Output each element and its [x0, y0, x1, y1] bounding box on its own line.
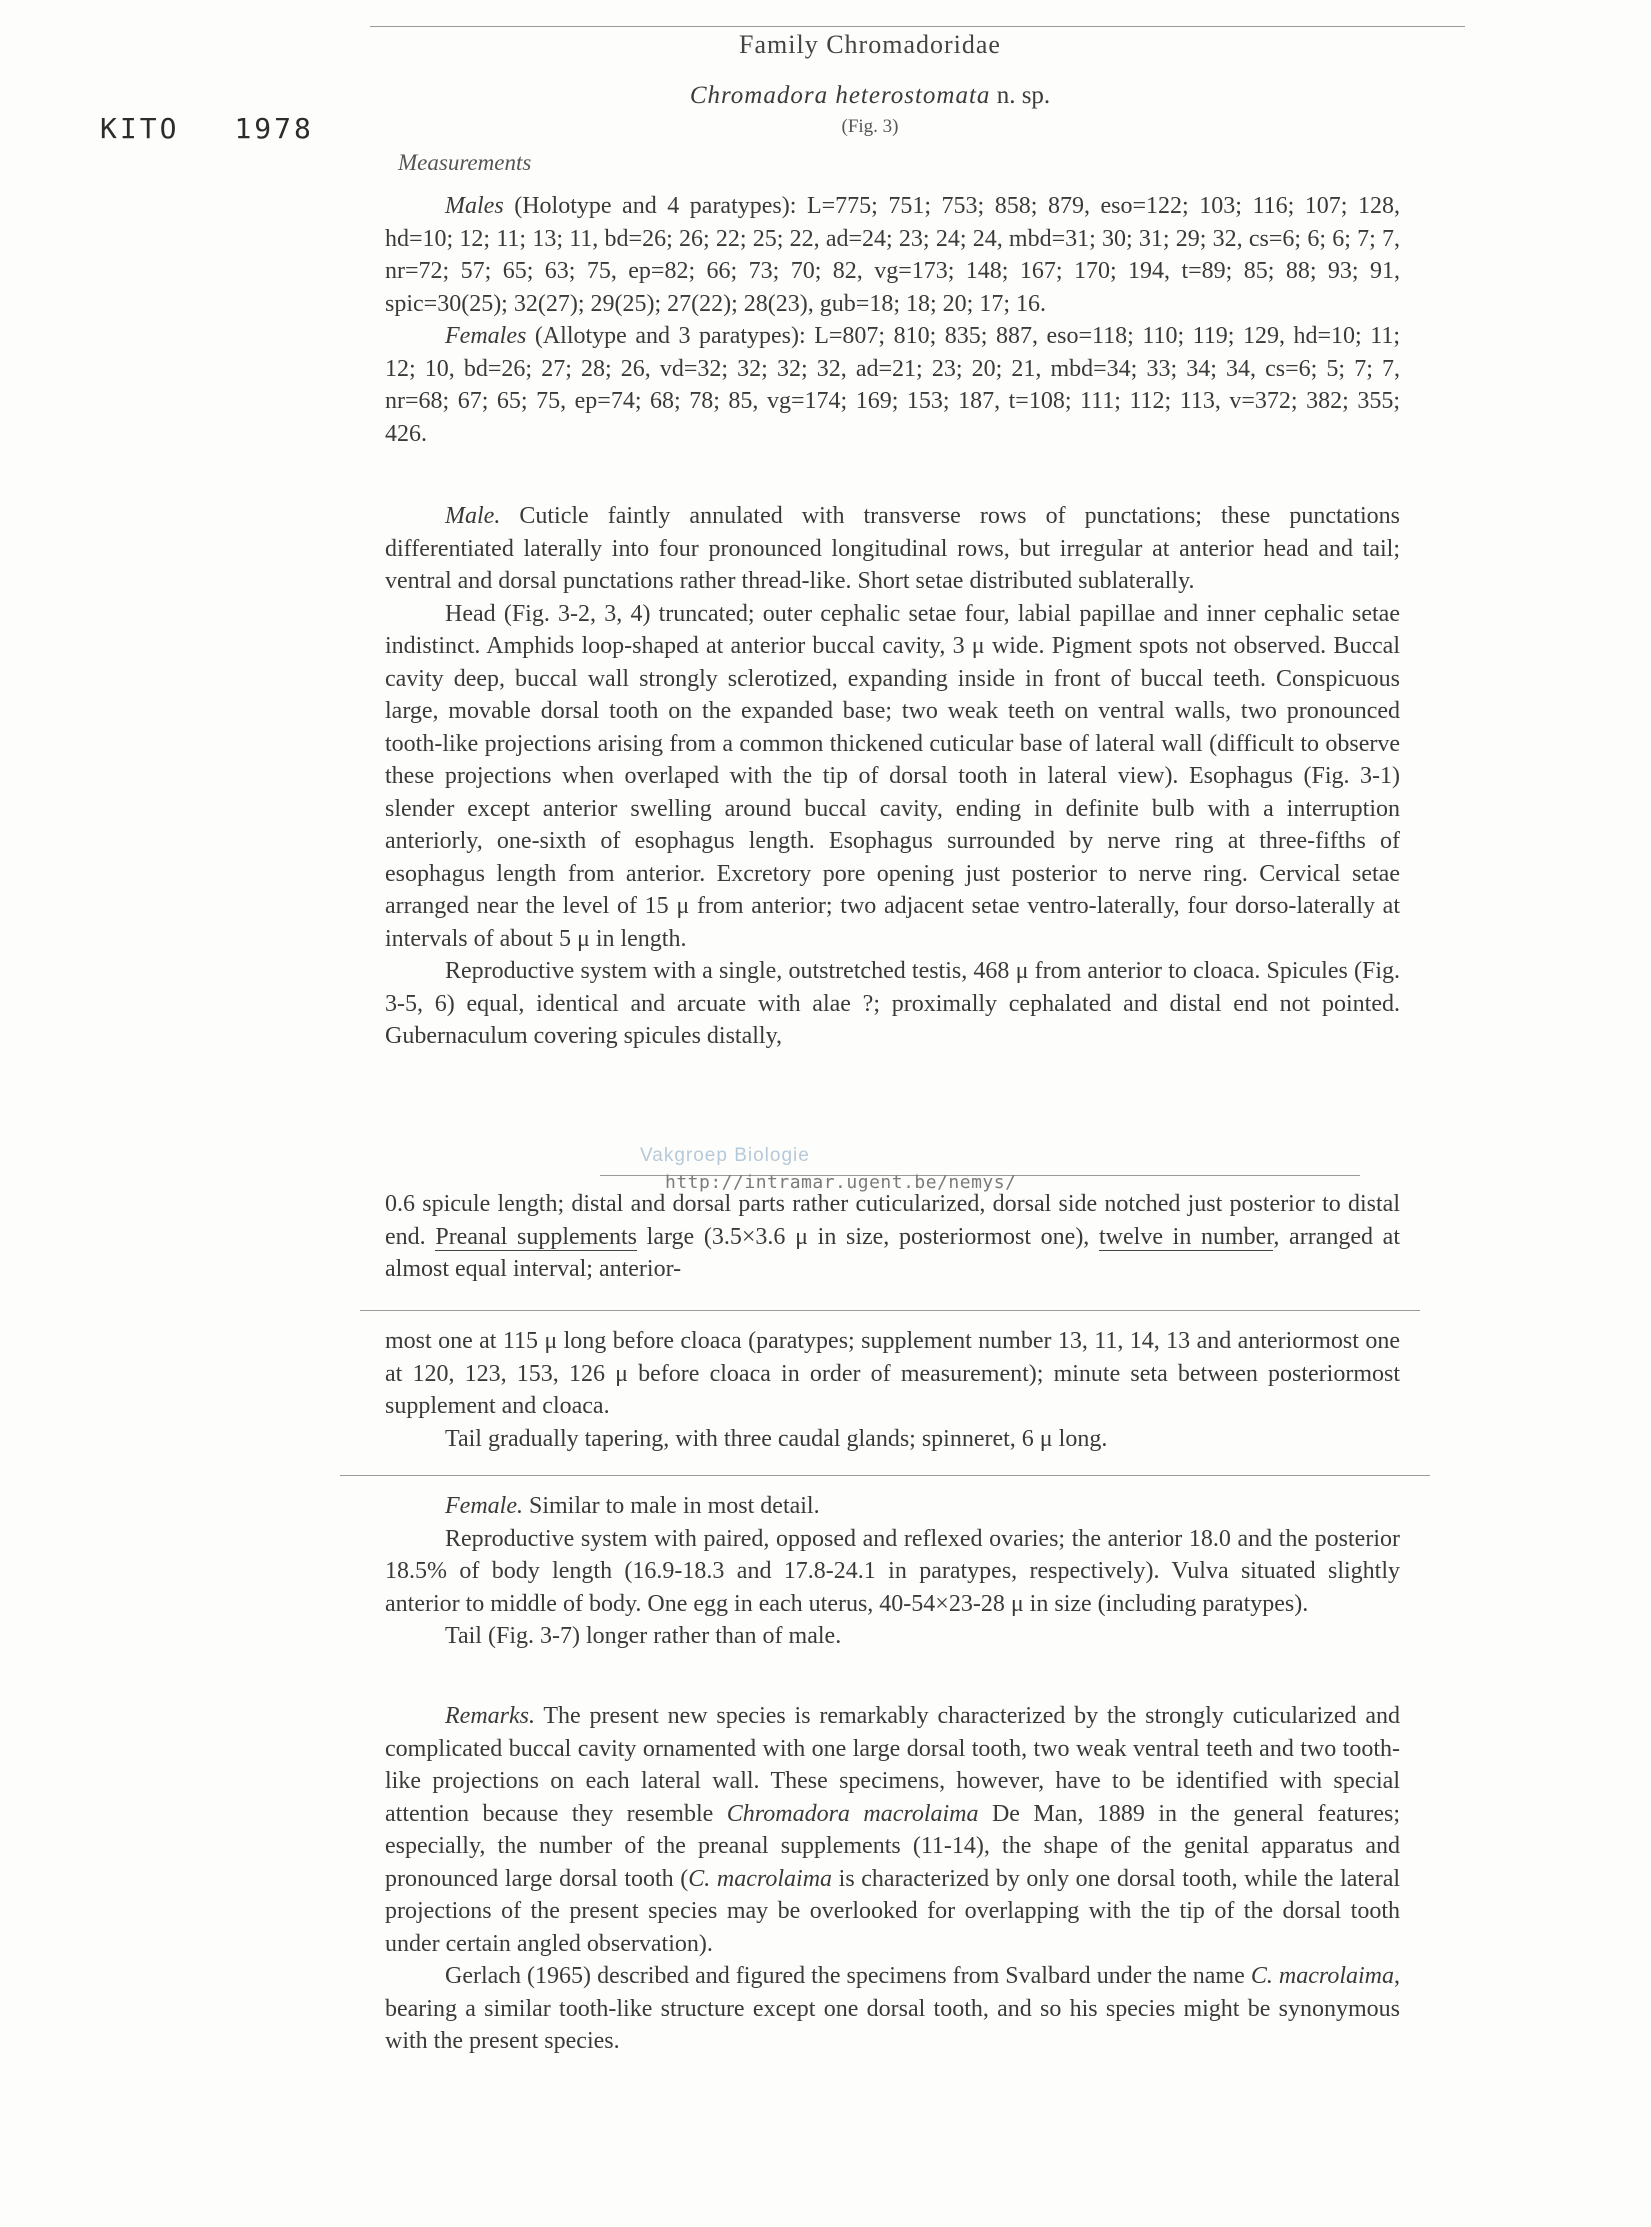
male-paragraph-3: Reproductive system with a single, outstretched testis, 468 μ from anterior to cloaca. Spicules (Fig. 3-5, 6) equal, identical and arcuate with alae ?; proximally cephalated and distal end not pointed. Gubernaculum covering spicules distally,: [385, 958, 1400, 1049]
male-description-continued: [385, 1188, 1400, 1286]
underlined-twelve: twelve in number: [1099, 1223, 1274, 1250]
remarks-paragraph-2: Gerlach (1965) described and figured the specimens from Svalbard under the name C. macrolaima, bearing a similar tooth-like structure except one dorsal tooth, and so his species might be synonymous with the present species.: [385, 1963, 1401, 2054]
family-heading: Family Chromadoridae: [739, 30, 1001, 59]
separator-rule-3: [340, 1475, 1430, 1476]
species-suffix: n. sp.: [990, 82, 1051, 109]
female-paragraph-3: Tail (Fig. 3-7) longer rather than of male.: [445, 1623, 842, 1649]
male-description-continued-2: [385, 1325, 1400, 1455]
separator-rule-2: [360, 1310, 1420, 1311]
male-paragraph-6: Tail gradually tapering, with three caudal glands; spinneret, 6 μ long.: [445, 1425, 1108, 1452]
male-paragraph-2: Head (Fig. 3-2, 3, 4) truncated; outer cephalic setae four, labial papillae and inner cephalic setae indistinct. Amphids loop-shaped at anterior buccal cavity, 3 μ wide. Pigment spots not observed. Buccal cavity deep, buccal wall strongly sclerotized, expanding inside in front of buccal teeth. Conspicuous large, movable dorsal tooth on the expanded base; two weak teeth on ventral walls, two pronounced tooth-like projections arising from a common thickened cuticular base of lateral wall (difficult to observe these projections when overlaped with the tip of dorsal tooth in lateral view). Esophagus (Fig. 3-1) slender except anterior swelling around buccal cavity, ending in definite bulb with a interruption anteriorly, one-sixth of esophagus length. Esophagus surrounded by nerve ring at three-fifths of esophagus length from anterior. Excretory pore opening just posterior to nerve ring. Cervical setae arranged near the level of 15 μ from anterior; two adjacent setae ventro-laterally, four dorso-laterally at intervals of about 5 μ in length.: [385, 600, 1400, 952]
remarks-paragraph-1: Remarks. The present new species is remarkably characterized by the strongly cuticularized and complicated buccal cavity ornamented with one large dorsal tooth, two weak ventral teeth and two tooth-like projections on each lateral wall. These specimens, however, have to be identified with special attention because they resemble Chromadora macrolaima De Man, 1889 in the general features; especially, the number of the preanal supplements (11-14), the shape of the genital apparatus and pronounced large dorsal tooth (C. macrolaima is characterized by only one dorsal tooth, while the lateral projections of the present species may be overlooked for overlapping with the tip of the dorsal tooth under certain angled observation).: [385, 1703, 1401, 1957]
female-label: Female.: [445, 1493, 523, 1519]
author-year-stamp: [100, 112, 314, 145]
remarks-label: Remarks.: [445, 1703, 535, 1729]
stamp-author: KITO: [100, 112, 180, 145]
male-label: Male.: [445, 503, 501, 529]
measurements-heading: Measurements: [398, 150, 532, 175]
female-paragraph-1: Female. Similar to male in most detail.: [445, 1493, 820, 1519]
top-rule: [370, 26, 1465, 27]
male-paragraph-4: 0.6 spicule length; distal and dorsal parts rather cuticularized, dorsal side notched just posterior to distal end. Preanal supplements large (3.5×3.6 μ in size, posteriormost one), twelve in number, arranged at almost equal interval; anterior-: [385, 1191, 1401, 1282]
female-paragraph-2: Reproductive system with paired, opposed and reflexed ovaries; the anterior 18.0 and the posterior 18.5% of body length (16.9-18.3 and 17.8-24.1 in paratypes, respectively). Vulva situated slightly anterior to middle of body. One egg in each uterus, 40-54×23-28 μ in size (including paratypes).: [385, 1525, 1400, 1617]
female-description: [385, 1490, 1400, 1653]
stamp-year: 1978: [234, 112, 314, 145]
source-url-watermark: http://intramar.ugent.be/nemys/: [665, 1172, 1017, 1193]
male-paragraph-1: Male. Cuticle faintly annulated with transverse rows of punctations; these punctations differentiated laterally into four pronounced longitudinal rows, but irregular at anterior head and tail; ventral and dorsal punctations rather thread-like. Short setae distributed sublaterally.: [385, 503, 1400, 594]
species-name: Chromadora heterostomata: [689, 82, 991, 109]
underlined-preanal: Preanal supplements: [435, 1223, 637, 1250]
males-measurements: Males (Holotype and 4 paratypes): L=775; 751; 753; 858; 879, eso=122; 103; 116; 107; 128, hd=10; 12; 11; 13; 11, bd=26; 26; 22; 25; 22, ad=24; 23; 24; 24, mbd=31; 30; 31; 29; 32, cs=6; 6; 6; 7; 7, nr=72; 57; 65; 63; 75, ep=82; 66; 73; 70; 82, vg=173; 148; 167; 170; 194, t=89; 85; 88; 93; 91, spic=30(25); 32(27); 29(25); 27(22); 28(23), gub=18; 18; 20; 17; 16.: [385, 193, 1400, 317]
male-description: [385, 500, 1400, 1053]
females-label: Females: [445, 323, 527, 349]
females-measurements: Females (Allotype and 3 paratypes): L=807; 810; 835; 887, eso=118; 110; 119; 129, hd=10; 11; 12; 10, bd=26; 27; 28; 26, vd=32; 32; 32; 32, ad=21; 23; 20; 21, mbd=34; 33; 34; 34, cs=6; 5; 7; 7, nr=68; 67; 65; 75, ep=74; 68; 78; 85, vg=174; 169; 153; 187, t=108; 111; 112; 113, v=372; 382; 355; 426.: [385, 323, 1400, 447]
species-title: [370, 82, 1370, 110]
figure-reference: (Fig. 3): [841, 116, 899, 137]
faint-watermark: Vakgroep Biologie: [640, 1145, 810, 1166]
male-paragraph-5: most one at 115 μ long before cloaca (paratypes; supplement number 13, 11, 14, 13 and anteriormost one at 120, 123, 153, 126 μ before cloaca in order of measurement); minute seta between posteriormost supplement and cloaca.: [385, 1328, 1400, 1419]
remarks-section: [385, 1700, 1400, 2058]
males-label: Males: [445, 193, 504, 219]
measurements-section: [385, 190, 1400, 450]
